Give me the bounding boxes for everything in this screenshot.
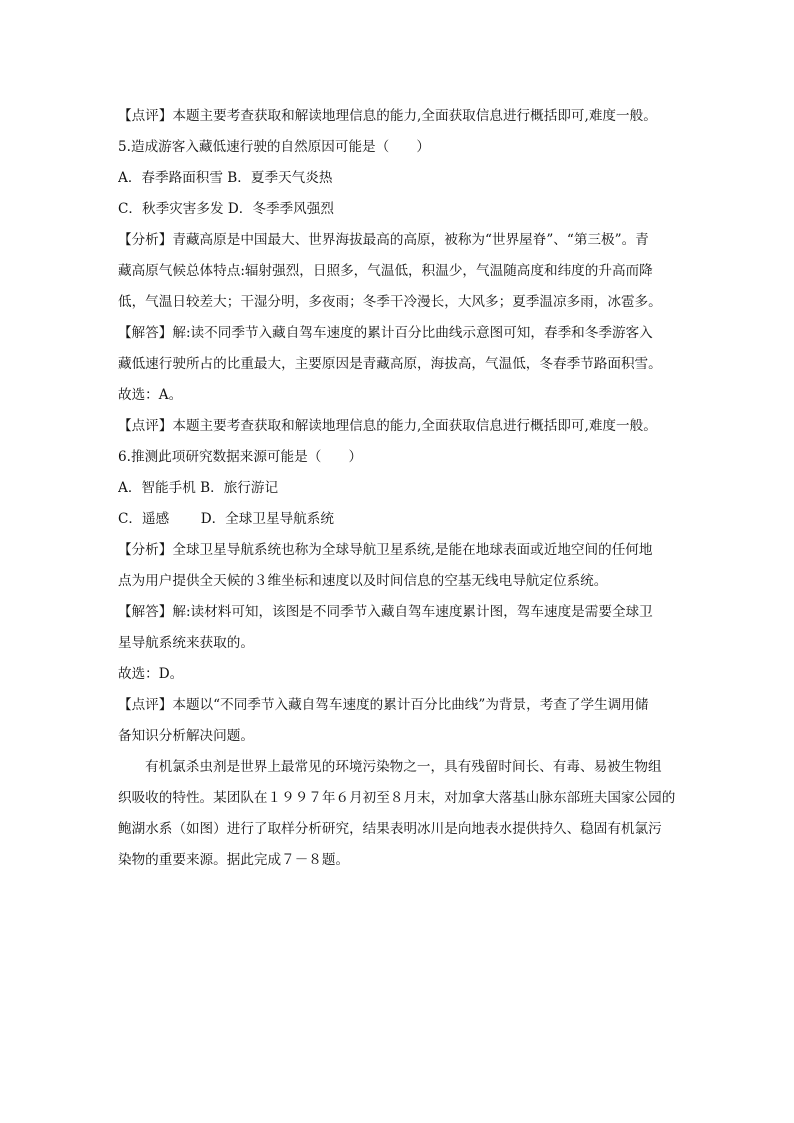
passage-line-1: 有机氯杀虫剂是世界上最常见的环境污染物之一，具有残留时间长、有毒、易被生物组 [145, 759, 662, 775]
passage-line-3: 鲍湖水系（如图）进行了取样分析研究，结果表明冰川是向地表水提供持久、稳固有机氯污 [118, 821, 662, 837]
question-5-options-ab: A．春季路面积雪 B．夏季天气炎热 [118, 170, 333, 186]
answer-q5-line-1: 【解答】解:读不同季节入藏自驾车速度的累计百分比曲线示意图可知，春季和冬季游客入 [118, 325, 653, 341]
analysis-q6-line-2: 点为用户提供全天候的３维坐标和速度以及时间信息的空基无线电导航定位系统。 [118, 573, 608, 589]
comment-q4: 【点评】本题主要考查获取和解读地理信息的能力,全面获取信息进行概括即可,难度一般。 [118, 108, 657, 124]
analysis-q5-line-2: 藏高原气候总体特点:辐射强烈，日照多，气温低，积温少，气温随高度和纬度的升高而降 [118, 263, 653, 279]
passage-line-4: 染物的重要来源。据此完成７－８题。 [118, 852, 350, 868]
passage-line-2: 织吸收的特性。某团队在１９９７年６月初至８月末，对加拿大落基山脉东部班夫国家公园的 [118, 790, 676, 806]
comment-q6-line-1: 【点评】本题以“不同季节入藏自驾车速度的累计百分比曲线”为背景，考查了学生调用储 [118, 697, 649, 713]
question-5: 5.造成游客入藏低速行驶的自然原因可能是（ ） [118, 139, 431, 155]
document-body [118, 101, 680, 876]
comment-q6-line-2: 备知识分析解决问题。 [118, 728, 254, 744]
choice-q6: 故选：D。 [118, 666, 184, 682]
answer-q6-line-1: 【解答】解:读材料可知，该图是不同季节入藏自驾车速度累计图，驾车速度是需要全球卫 [118, 604, 653, 620]
comment-q5: 【点评】本题主要考查获取和解读地理信息的能力,全面获取信息进行概括即可,难度一般。 [118, 418, 657, 434]
question-6-options-ab: A．智能手机 B．旅行游记 [118, 480, 279, 496]
question-5-options-cd: C．秋季灾害多发 D．冬季季风强烈 [118, 201, 334, 217]
analysis-q5-line-1: 【分析】青藏高原是中国最大、世界海拔最高的高原，被称为“世界屋脊”、“第三极”。青 [118, 232, 649, 248]
question-6: 6.推测此项研究数据来源可能是（ ） [118, 449, 363, 465]
answer-q5-line-2: 藏低速行驶所占的比重最大，主要原因是青藏高原，海拔高，气温低，冬春季节路面积雪。 [118, 356, 662, 372]
question-6-options-cd: C．遥感 D．全球卫星导航系统 [118, 511, 334, 527]
answer-q6-line-2: 星导航系统来获取的。 [118, 635, 254, 651]
choice-q5: 故选：A。 [118, 387, 183, 403]
analysis-q6-line-1: 【分析】全球卫星导航系统也称为全球导航卫星系统,是能在地球表面或近地空间的任何地 [118, 542, 653, 558]
analysis-q5-line-3: 低，气温日较差大；干湿分明，多夜雨；冬季干冷漫长，大风多；夏季温凉多雨，冰雹多。 [118, 294, 662, 310]
